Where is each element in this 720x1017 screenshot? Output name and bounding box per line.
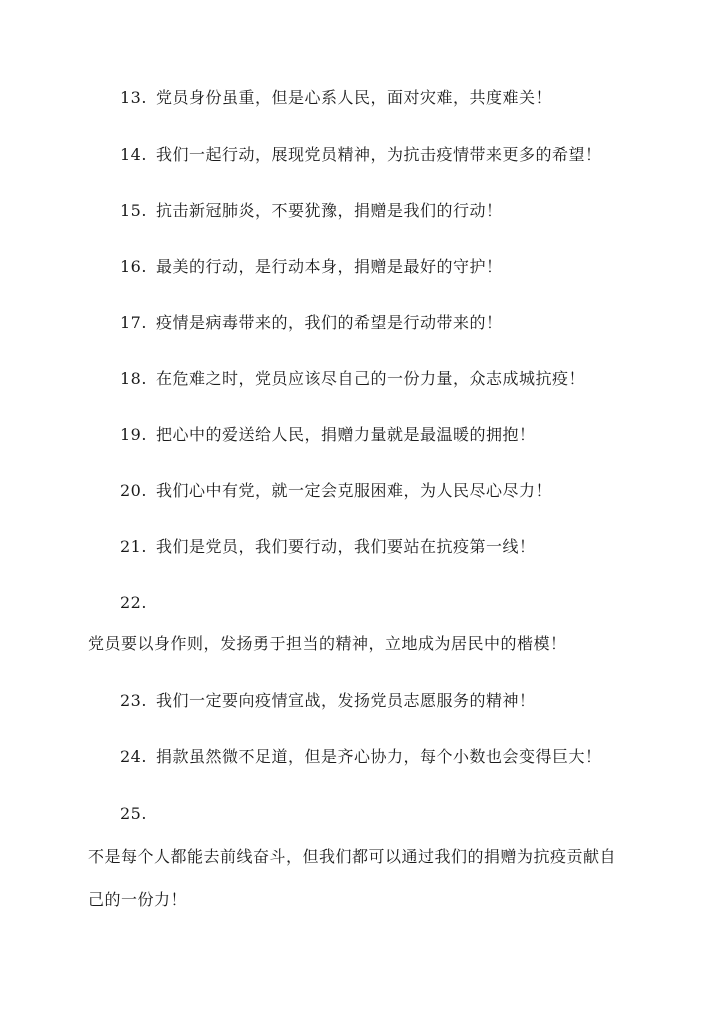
item-number: 24. <box>120 747 147 766</box>
item-number: 23. <box>120 691 147 710</box>
list-item <box>120 145 602 165</box>
item-number: 16. <box>120 257 147 276</box>
item-text: 最美的行动，是行动本身，捐赠是最好的守护！ <box>156 257 503 276</box>
list-item <box>120 747 602 767</box>
item-number: 18. <box>120 369 147 388</box>
item-text: 疫情是病毒带来的，我们的希望是行动带来的！ <box>156 313 503 332</box>
item-text: 把心中的爱送给人民，捐赠力量就是最温暖的拥抱！ <box>156 425 536 444</box>
item-number: 19. <box>120 425 147 444</box>
item-text: 抗击新冠肺炎，不要犹豫，捐赠是我们的行动！ <box>156 201 503 220</box>
item-text: 捐款虽然微不足道，但是齐心协力，每个小数也会变得巨大！ <box>156 747 602 766</box>
item-text: 不是每个人都能去前线奋斗，但我们都可以通过我们的捐赠为抗疫贡献自 <box>88 847 617 866</box>
item-number: 17. <box>120 313 147 332</box>
list-item <box>120 481 552 501</box>
item-number: 14. <box>120 145 147 164</box>
item-text: 我们是党员，我们要行动，我们要站在抗疫第一线！ <box>156 537 536 556</box>
item-text: 己的一份力！ <box>88 890 188 909</box>
item-number: 25. <box>120 804 147 823</box>
item-text: 党员要以身作则，发扬勇于担当的精神，立地成为居民中的楷模！ <box>88 634 567 653</box>
item-text: 我们一起行动，展现党员精神，为抗击疫情带来更多的希望！ <box>156 145 602 164</box>
item-number: 20. <box>120 481 147 500</box>
item-text: 我们一定要向疫情宣战，发扬党员志愿服务的精神！ <box>156 691 536 710</box>
item-text: 在危难之时，党员应该尽自己的一份力量，众志成城抗疫！ <box>156 369 586 388</box>
item-number: 21. <box>120 537 147 556</box>
item-number: 22. <box>120 593 147 612</box>
list-item <box>120 537 536 557</box>
list-item <box>120 201 503 221</box>
list-item <box>120 257 503 277</box>
item-number: 15. <box>120 201 147 220</box>
list-item <box>120 313 503 333</box>
list-item <box>120 88 552 108</box>
list-item <box>120 369 585 389</box>
list-item <box>120 691 536 711</box>
item-text: 党员身份虽重，但是心系人民，面对灾难，共度难关！ <box>156 88 553 107</box>
list-item <box>120 425 536 445</box>
item-number: 13. <box>120 88 147 107</box>
item-text: 我们心中有党，就一定会克服困难，为人民尽心尽力！ <box>156 481 553 500</box>
